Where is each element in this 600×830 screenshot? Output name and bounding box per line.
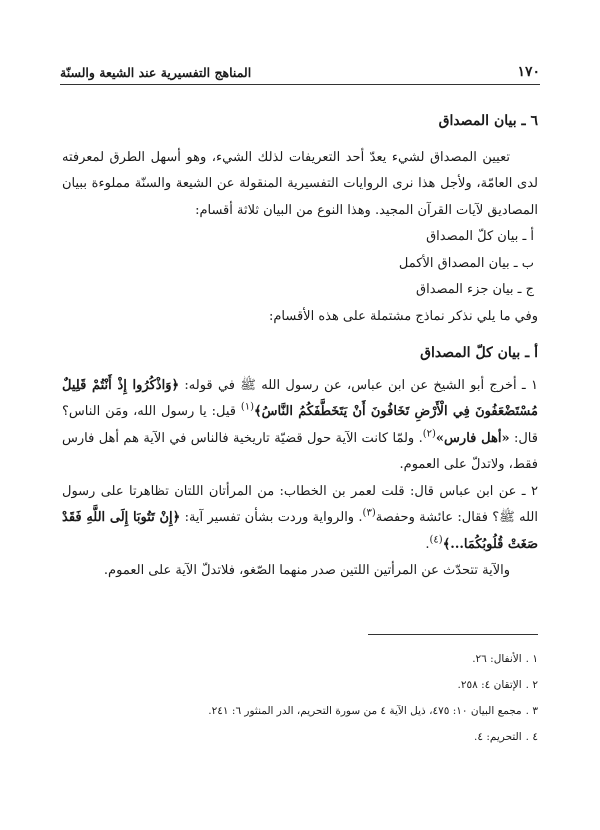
intro-paragraph: تعيين المصداق لشيء يعدّ أحد التعريفات لذلك الشيء، وهو أسهل الطرق لمعرفته لدى العامّة، ولأجل هذا نرى الروايات التفسيرية المنقولة عن الشيعة والسنّة مملوءة ببيان المصاديق لآيات القرآن المجيد. وهذا النوع من البيان ثلاثة أقسام: [62, 149, 538, 218]
quran-verse: ﴿وَاذْكُرُوا إِذْ أَنْتُمْ قَلِيلٌ مُسْتَضْعَفُونَ فِي الْأَرْضِ تَخَافُونَ أَنْ يَتَخَطَّفَكُمُ النَّاسُ﴾ [62, 377, 538, 419]
hadith-quote: «أهل فارس» [435, 430, 510, 446]
footnote-ref: (١) [240, 401, 254, 413]
footnote-ref: (٢) [422, 428, 436, 440]
text-span: ١ ـ أخرج أبو الشيخ عن ابن عباس، عن رسول الله ﷺ في قوله: [179, 377, 538, 393]
footnote-number: ٤ . [525, 731, 538, 743]
footnote-number: ١ . [525, 653, 538, 665]
footnote-text: الإتقان ٤: ٢٥٨. [457, 679, 522, 691]
page-number: ١٧٠ [517, 64, 540, 80]
footnote-ref: (٤) [429, 534, 443, 546]
header-divider [60, 84, 540, 85]
footnote-text: الأنفال: ٢٦. [472, 653, 522, 665]
footnote-divider [368, 634, 538, 635]
footnotes [62, 646, 538, 750]
text-span: ٢ ـ عن ابن عباس قال: قلت لعمر بن الخطاب: من المرأتان اللتان تظاهرتا على رسول الله ﷺ؟ فقال: عائشة وحفصة [62, 483, 539, 525]
footnote-number: ٢ . [525, 679, 538, 691]
example-paragraph-2 [62, 479, 538, 559]
section-heading: ٦ ـ بيان المصداق [438, 113, 538, 129]
example-paragraph-1 [62, 373, 538, 479]
text-span: قيل: يا رسول الله، ومَن الناس؟ قال: [62, 404, 538, 446]
subsection-heading: أ ـ بيان كلّ المصداق [420, 345, 538, 361]
footnote [62, 724, 538, 750]
lead-paragraph: وفي ما يلي نذكر نماذج مشتملة على هذه الأقسام: [268, 308, 538, 324]
footnote [62, 698, 538, 724]
footnote-ref: (٣) [362, 507, 376, 519]
text-span: . والرواية وردت بشأن تفسير آية: [180, 510, 363, 525]
conclusion-paragraph: والآية تتحدّث عن المرأتين اللتين صدر منهما الصّغو، فلاتدلّ الآية على العموم. [103, 563, 510, 578]
footnote-number: ٣ . [525, 705, 538, 717]
running-title: المناهج التفسيرية عند الشيعة والسنّة [60, 65, 252, 80]
text-span: . [425, 536, 430, 552]
running-header [60, 58, 540, 80]
list-item: ج ـ بيان جزء المصداق [416, 282, 534, 297]
main-text [62, 108, 538, 585]
text-span: . ولمّا كانت الآية حول قضيّة تاريخية فالناس في الآية هم أهل فارس فقط، ولاتدلّ على العموم. [62, 430, 538, 472]
quran-verse: ﴿إِنْ تَتُوبَا إِلَى اللَّهِ فَقَدْ صَغَتْ قُلُوبُكُمَا...﴾ [62, 510, 538, 552]
footnote [62, 646, 538, 672]
footnote-text: مجمع البيان ١٠: ٤٧٥، ذيل الآية ٤ من سورة التحريم، الدر المنثور ٦: ٢٤١. [208, 705, 522, 717]
footnote [62, 672, 538, 698]
list-item: ب ـ بيان المصداق الأكمل [398, 255, 534, 271]
list-item: أ ـ بيان كلّ المصداق [426, 229, 534, 244]
footnote-text: التحريم: ٤. [474, 731, 522, 743]
